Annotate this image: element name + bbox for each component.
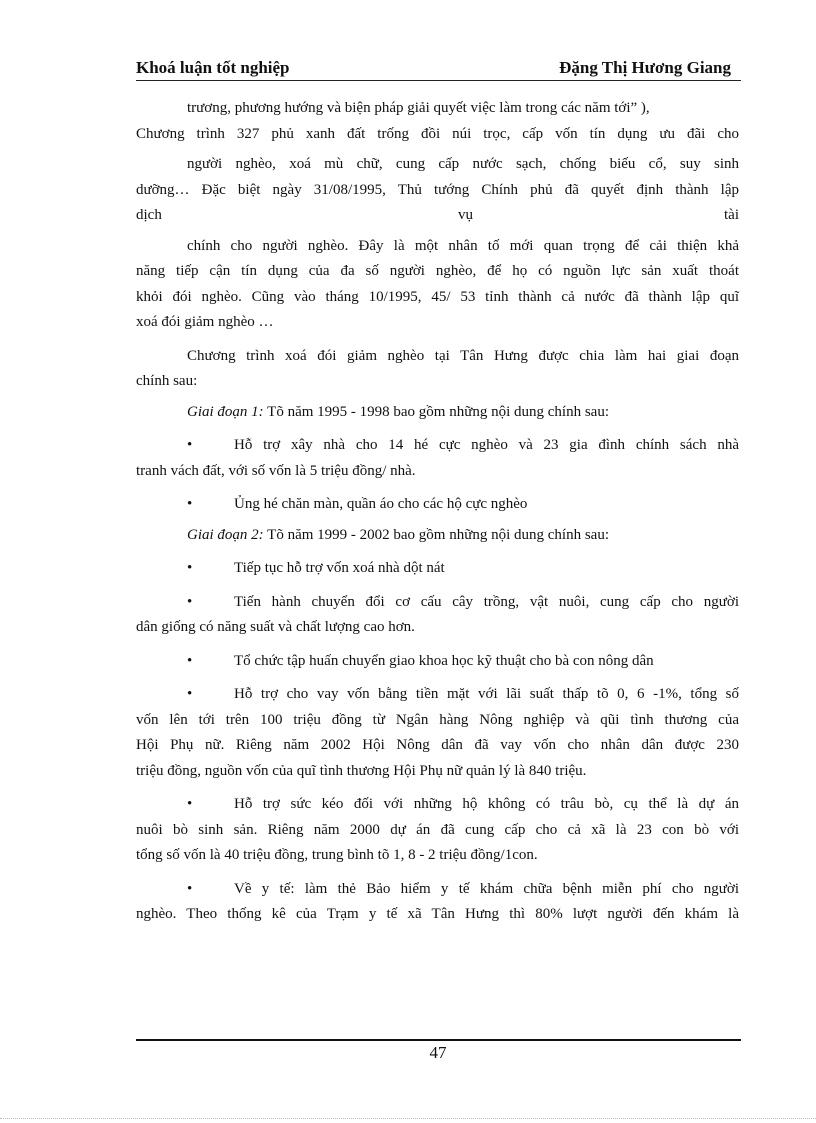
list-item xyxy=(136,682,739,708)
phase-text: Tõ năm 1995 - 1998 bao gồm những nội dung chính sau: xyxy=(263,403,609,420)
text-line: dân giống có năng suất và chất lượng cao hơn. xyxy=(136,619,415,635)
text-line xyxy=(136,203,739,229)
text-word: dịch xyxy=(136,207,162,223)
bullet-icon: • xyxy=(187,593,193,610)
text-line: năng tiếp cận tín dụng của đa số người nghèo, để họ có nguồn lực sản xuất thoát xyxy=(136,263,739,279)
page-header xyxy=(136,58,741,81)
bullet-icon: • xyxy=(187,560,193,576)
phase-2-heading xyxy=(136,523,739,549)
text-line: chính cho người nghèo. Đây là một nhân tố mới quan trọng để cải thiện khả xyxy=(187,237,739,254)
phase-1-heading xyxy=(136,400,739,426)
bullet-icon: • xyxy=(187,496,193,512)
footer-rule xyxy=(136,1039,741,1041)
bullet-icon: • xyxy=(187,796,193,812)
page-edge-divider xyxy=(0,1118,816,1119)
text-line: vốn lên tới trên 100 triệu đồng từ Ngân hàng Nông nghiệp và qũi tình thương của xyxy=(136,711,739,728)
list-item-text: Ủng hé chăn màn, quần áo cho các hộ cực nghèo xyxy=(234,496,528,512)
list-item-text: Tiếp tục hỗ trợ vốn xoá nhà dột nát xyxy=(234,560,445,576)
document-body xyxy=(136,96,739,928)
text-line: dưỡng… Đặc biệt ngày 31/08/1995, Thủ tướng Chính phủ đã quyết định thành lập xyxy=(136,181,739,198)
text-line: xoá đói giảm nghèo … xyxy=(136,314,274,330)
text-line: nghèo. Theo thống kê của Trạm y tế xã Tân Hưng thì 80% lượt người đến khám là xyxy=(136,906,739,922)
phase-text: Tõ năm 1999 - 2002 bao gồm những nội dung chính sau: xyxy=(263,526,609,543)
list-item xyxy=(136,492,739,518)
page-number: 47 xyxy=(429,1043,447,1062)
list-item-text: Về y tế: làm thẻ Bảo hiểm y tế khám chữa bệnh miễn phí cho người xyxy=(234,880,739,897)
list-item xyxy=(136,877,739,903)
text-line: Chương trình xoá đói giảm nghèo tại Tân Hưng được chia làm hai giai đoạn xyxy=(187,347,739,364)
text-line: chính sau: xyxy=(136,373,198,389)
text-line: trương, phương hướng và biện pháp giải quyết việc làm trong các năm tới” ), xyxy=(187,100,650,116)
bullet-icon: • xyxy=(187,686,193,702)
list-item-text: Hỗ trợ sức kéo đối với những hộ không có trâu bò, cụ thể là dự án xyxy=(234,796,739,812)
text-line: nuôi bò sinh sản. Riêng năm 2000 dự án đã cung cấp cho cả xã là 23 con bò với xyxy=(136,821,739,838)
phase-label: Giai đoạn 1: xyxy=(187,403,264,420)
list-item-text: Tiến hành chuyển đổi cơ cấu cây trồng, vật nuôi, cung cấp cho người xyxy=(234,593,739,610)
text-line: tranh vách đất, với số vốn là 5 triệu đồng/ nhà. xyxy=(136,462,416,479)
text-line: Chương trình 327 phủ xanh đất trống đồi núi trọc, cấp vốn tín dụng ưu đãi cho xyxy=(136,125,739,142)
list-item-text: Hỗ trợ xây nhà cho 14 hé cực nghèo và 23 gia đình chính sách nhà xyxy=(234,437,739,453)
bullet-icon: • xyxy=(187,880,193,897)
text-line: tổng số vốn là 40 triệu đồng, trung bình tõ 1, 8 - 2 triệu đồng/1con. xyxy=(136,847,538,863)
text-line: Hội Phụ nữ. Riêng năm 2002 Hội Nông dân đã vay vốn cho nhân dân được 230 xyxy=(136,737,739,753)
list-item xyxy=(136,792,739,818)
header-title: Khoá luận tốt nghiệp xyxy=(136,58,290,77)
phase-label: Giai đoạn 2: xyxy=(187,526,264,543)
bullet-icon: • xyxy=(187,437,193,453)
text-line: khỏi đói nghèo. Cũng vào tháng 10/1995, 45/ 53 tỉnh thành cả nước đã thành lập quĩ xyxy=(136,288,739,305)
list-item-text: Hỗ trợ cho vay vốn bằng tiền mặt với lãi suất thấp tõ 0, 6 -1%, tổng số xyxy=(234,686,739,702)
text-line: triệu đồng, nguồn vốn của quĩ tình thương Hội Phụ nữ quản lý là 840 triệu. xyxy=(136,762,587,779)
bullet-icon: • xyxy=(187,652,193,669)
list-item xyxy=(136,433,739,459)
text-word: tài xyxy=(724,207,739,223)
text-word: vụ xyxy=(458,207,473,223)
text-line: người nghèo, xoá mù chữ, cung cấp nước sạch, chống biếu cổ, suy sinh xyxy=(187,156,739,172)
list-item xyxy=(136,556,739,582)
list-item xyxy=(136,649,739,675)
header-author: Đặng Thị Hương Giang xyxy=(559,58,731,77)
list-item-text: Tổ chức tập huấn chuyển giao khoa học kỹ thuật cho bà con nông dân xyxy=(234,652,654,669)
list-item xyxy=(136,590,739,616)
